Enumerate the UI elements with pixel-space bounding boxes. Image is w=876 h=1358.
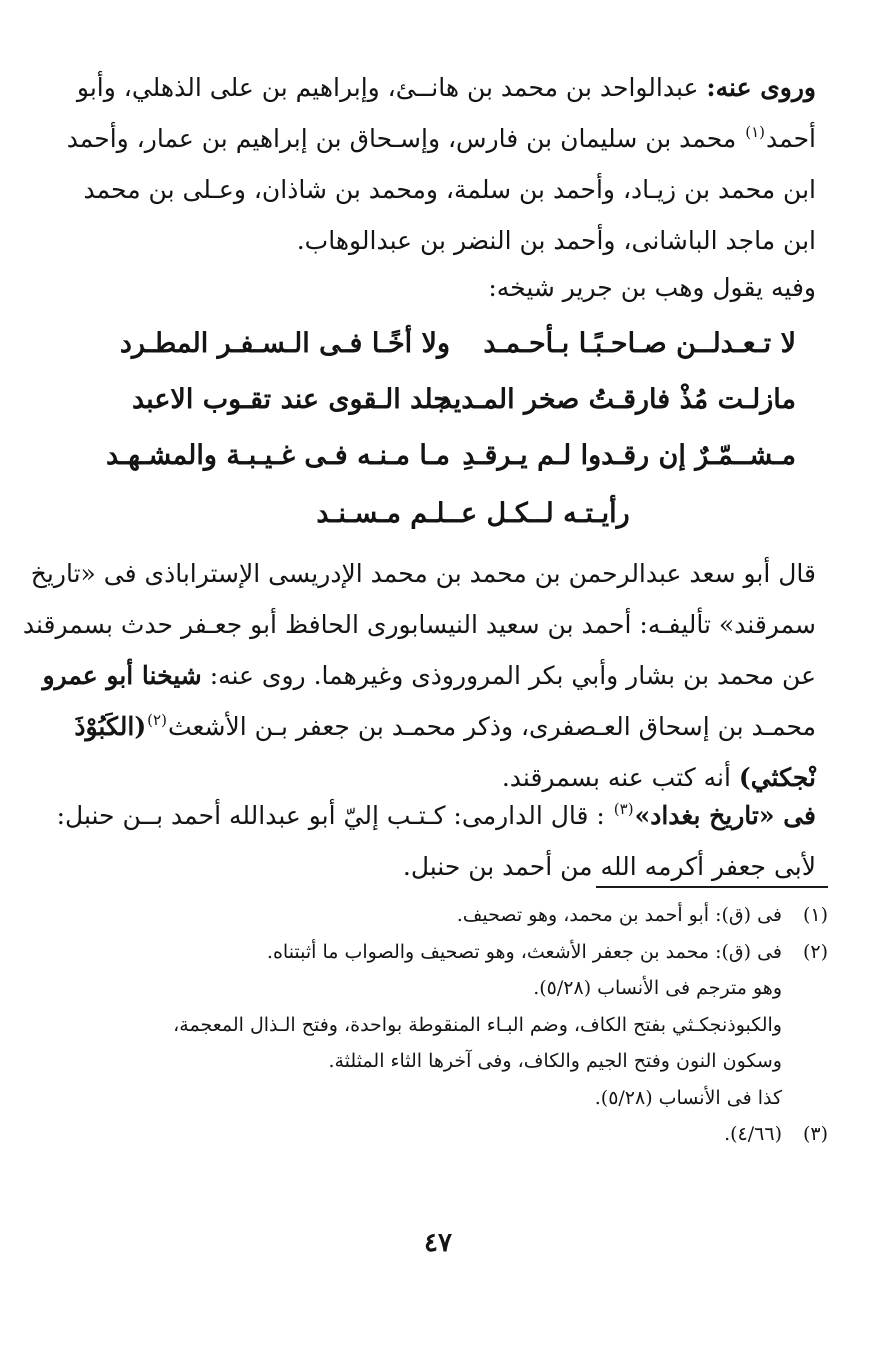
- poem-verse: [132, 384, 796, 440]
- footnote-number: (٣): [802, 1123, 828, 1145]
- paragraph-bold: نْجكثي): [738, 763, 816, 792]
- paragraph-line: [56, 790, 816, 841]
- paragraph-lead: فى «تاريخ بغداد»: [634, 801, 816, 830]
- verse-second-hemistich: مـا مـنـه فـى غـيـبـة والمشـهـد: [106, 440, 450, 471]
- verse-first-hemistich: مـشــمّـرٌ إن رقـدوا لـم يـرقـدِ: [462, 440, 796, 471]
- paragraph-line: لأبى جعفر أكرمه الله من أحمد بن حنبل.: [402, 852, 816, 881]
- verse-first-hemistich: مازلـت مُذْ فارقـتُ صخر المـديد: [439, 384, 796, 415]
- footnote: [120, 897, 828, 934]
- footnote-continuation: وهو مترجم فى الأنساب (٥/٢٨).: [533, 977, 782, 999]
- footnote-text: فى (ق): أبو أحمد بن محمد، وهو تصحيف.: [456, 904, 782, 926]
- footnote-text: فى (ق): محمد بن جعفر الأشعث، وهو تصحيف والصواب ما أثبتناه.: [266, 940, 782, 963]
- footnote-continuation: والكبوذنجكـثي بفتح الكاف، وضم البـاء المنقوطة بواحدة، وفتح الـذال المعجمة،: [173, 1013, 782, 1036]
- page-number: ٤٧: [424, 1228, 452, 1258]
- footnote-continuation: وسكون النون وفتح الجيم والكاف، وفى آخرها الثاء المثلثة.: [328, 1050, 782, 1072]
- paragraph-line: وفيه يقول وهب بن جرير شيخه:: [488, 273, 816, 302]
- verse-second-hemistich: جلد الـقوى عند تقـوب الاعبد: [132, 384, 450, 415]
- paragraph-text: : قال الدارمى: كـتـب إليّ أبو عبدالله أحمد بــن حنبل:: [56, 801, 605, 830]
- paragraph-line: ابن ماجد الباشانى، وأحمد بن النضر بن عبدالوهاب.: [296, 226, 816, 255]
- paragraph-bold: شيخنا أبو عمرو: [42, 661, 202, 690]
- footnote-number: (١): [802, 904, 828, 926]
- poem-final-verse: رأيـتـه لــكـل عــلـم مـسـنـد: [316, 498, 630, 529]
- footnote-marker: (١): [745, 123, 766, 141]
- paragraph-text: محمـد بن إسحاق العـصفرى، وذكر محمـد بن جعفر بـن الأشعث: [167, 712, 816, 741]
- baghdad-paragraph: [56, 790, 816, 892]
- footnote-continuation: كذا فى الأنساب (٥/٢٨).: [594, 1086, 782, 1109]
- paragraph-text: عن محمد بن بشار وأبي بكر المروروذى وغيرهما. روى عنه:: [209, 661, 816, 690]
- verse-first-hemistich: لا تـعـدلــن صـاحـبًـا بـأحـمـد: [483, 328, 796, 359]
- paragraph-line: [66, 113, 816, 164]
- footnote-text: (٤/٦٦).: [724, 1123, 782, 1145]
- verse-second-hemistich: ولا أخًـا فـى الـسـفـر المطـرد: [119, 328, 450, 359]
- paragraph-line: [74, 701, 816, 752]
- footnote-number: (٢): [802, 940, 828, 963]
- footnote: [120, 1116, 828, 1153]
- paragraph-line: سمرقند» تأليفـه: أحمد بن سعيد النيسابورى الحافظ أبو جعـفر حدث بسمرقند: [22, 610, 816, 639]
- footnote: [120, 934, 828, 1117]
- paragraph-text: عبدالواحد بن محمد بن هانــئ، وإبراهيم بن على الذهلي، وأبو: [76, 73, 699, 102]
- footnotes: [120, 897, 828, 1153]
- footnote-separator: [596, 886, 828, 888]
- footnote-marker: (٢): [147, 711, 167, 729]
- footnote-marker: (٣): [613, 800, 634, 818]
- paragraph-lead: وروى عنه:: [706, 73, 816, 102]
- paragraph-line: قال أبو سعد عبدالرحمن بن محمد بن محمد الإدريسى الإستراباذى فى «تاريخ: [30, 559, 816, 588]
- paragraph-line: [76, 62, 816, 113]
- paragraph-line: ابن محمد بن زيـاد، وأحمد بن سلمة، ومحمد بن شاذان، وعـلى بن محمد: [83, 175, 816, 204]
- paragraph-text: محمد بن سليمان بن فارس، وإسـحاق بن إبراهيم بن عمار، وأحمد: [66, 124, 737, 153]
- paragraph-text: أنه كتب عنه بسمرقند.: [501, 763, 731, 792]
- paragraph-bold: (الكَبُوْذَ: [74, 712, 147, 741]
- poem-verse: [119, 328, 796, 384]
- history-paragraph: [22, 548, 816, 803]
- paragraph-line: [42, 650, 816, 701]
- poem-verse: [106, 440, 796, 496]
- paragraph-text: أحمد: [766, 124, 816, 153]
- poem: [106, 328, 796, 529]
- poem-intro: [112, 262, 816, 313]
- narrators-paragraph: [66, 62, 816, 266]
